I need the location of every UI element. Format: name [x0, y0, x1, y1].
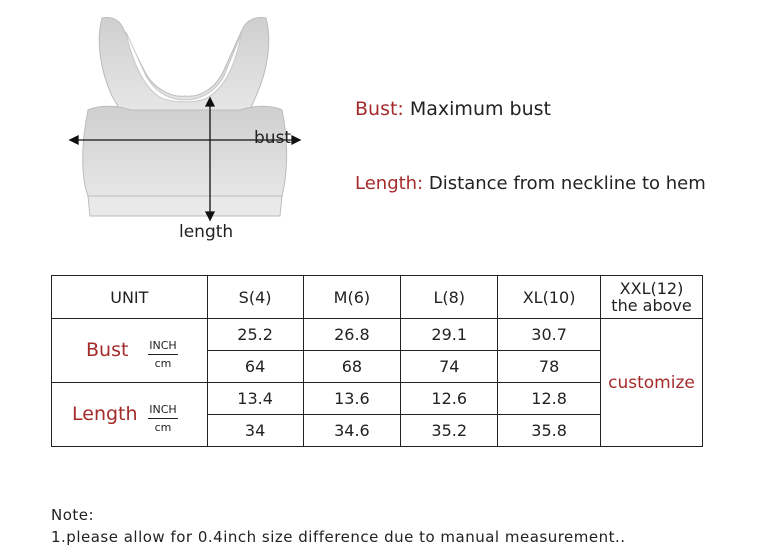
bust-definition [355, 98, 551, 120]
unit-cm: cm [154, 421, 172, 434]
table-cell: 13.4 [207, 383, 303, 415]
header-xl: XL(10) [498, 276, 601, 319]
table-cell: 78 [498, 351, 601, 383]
table-cell: 29.1 [401, 319, 498, 351]
note-line-1: 1.please allow for 0.4inch size difference due to manual measurement.. [51, 528, 626, 546]
table-cell: 25.2 [207, 319, 303, 351]
header-l: L(8) [401, 276, 498, 319]
length-definition-text: Distance from neckline to hem [428, 173, 706, 194]
table-cell: 68 [303, 351, 401, 383]
bust-definition-key: Bust: [355, 98, 404, 120]
header-xxl-line1: XXL(12) [619, 279, 684, 298]
table-cell: 26.8 [303, 319, 401, 351]
header-m: M(6) [303, 276, 401, 319]
table-cell: 12.8 [498, 383, 601, 415]
unit-cm: cm [154, 357, 172, 370]
table-cell: 34.6 [303, 415, 401, 447]
length-label: length [179, 222, 234, 242]
note-section [51, 504, 626, 548]
note-title: Note: [51, 506, 95, 524]
table-cell: 74 [401, 351, 498, 383]
header-unit: UNIT [52, 276, 208, 319]
bust-units [148, 337, 178, 372]
length-row-label [52, 383, 208, 447]
length-row-name: Length [72, 403, 138, 425]
header-xxl [601, 276, 703, 319]
bust-row-label [52, 319, 208, 383]
length-definition-key: Length: [355, 173, 424, 194]
unit-inch: INCH [148, 337, 178, 355]
bust-row-name: Bust [86, 339, 129, 361]
table-cell: 13.6 [303, 383, 401, 415]
table-header-row [52, 276, 703, 319]
length-definition [355, 173, 706, 194]
table-row [52, 319, 703, 351]
table-cell: 12.6 [401, 383, 498, 415]
garment-shape [83, 18, 287, 217]
header-s: S(4) [207, 276, 303, 319]
table-cell: 35.2 [401, 415, 498, 447]
length-units [148, 401, 178, 436]
customize-cell: customize [601, 319, 703, 447]
header-xxl-line2: the above [611, 296, 692, 315]
size-chart-table [51, 275, 703, 447]
table-cell: 30.7 [498, 319, 601, 351]
table-cell: 34 [207, 415, 303, 447]
bust-definition-text: Maximum bust [409, 98, 551, 120]
unit-inch: INCH [148, 401, 178, 419]
bust-label: bust [254, 128, 292, 148]
table-cell: 64 [207, 351, 303, 383]
table-cell: 35.8 [498, 415, 601, 447]
